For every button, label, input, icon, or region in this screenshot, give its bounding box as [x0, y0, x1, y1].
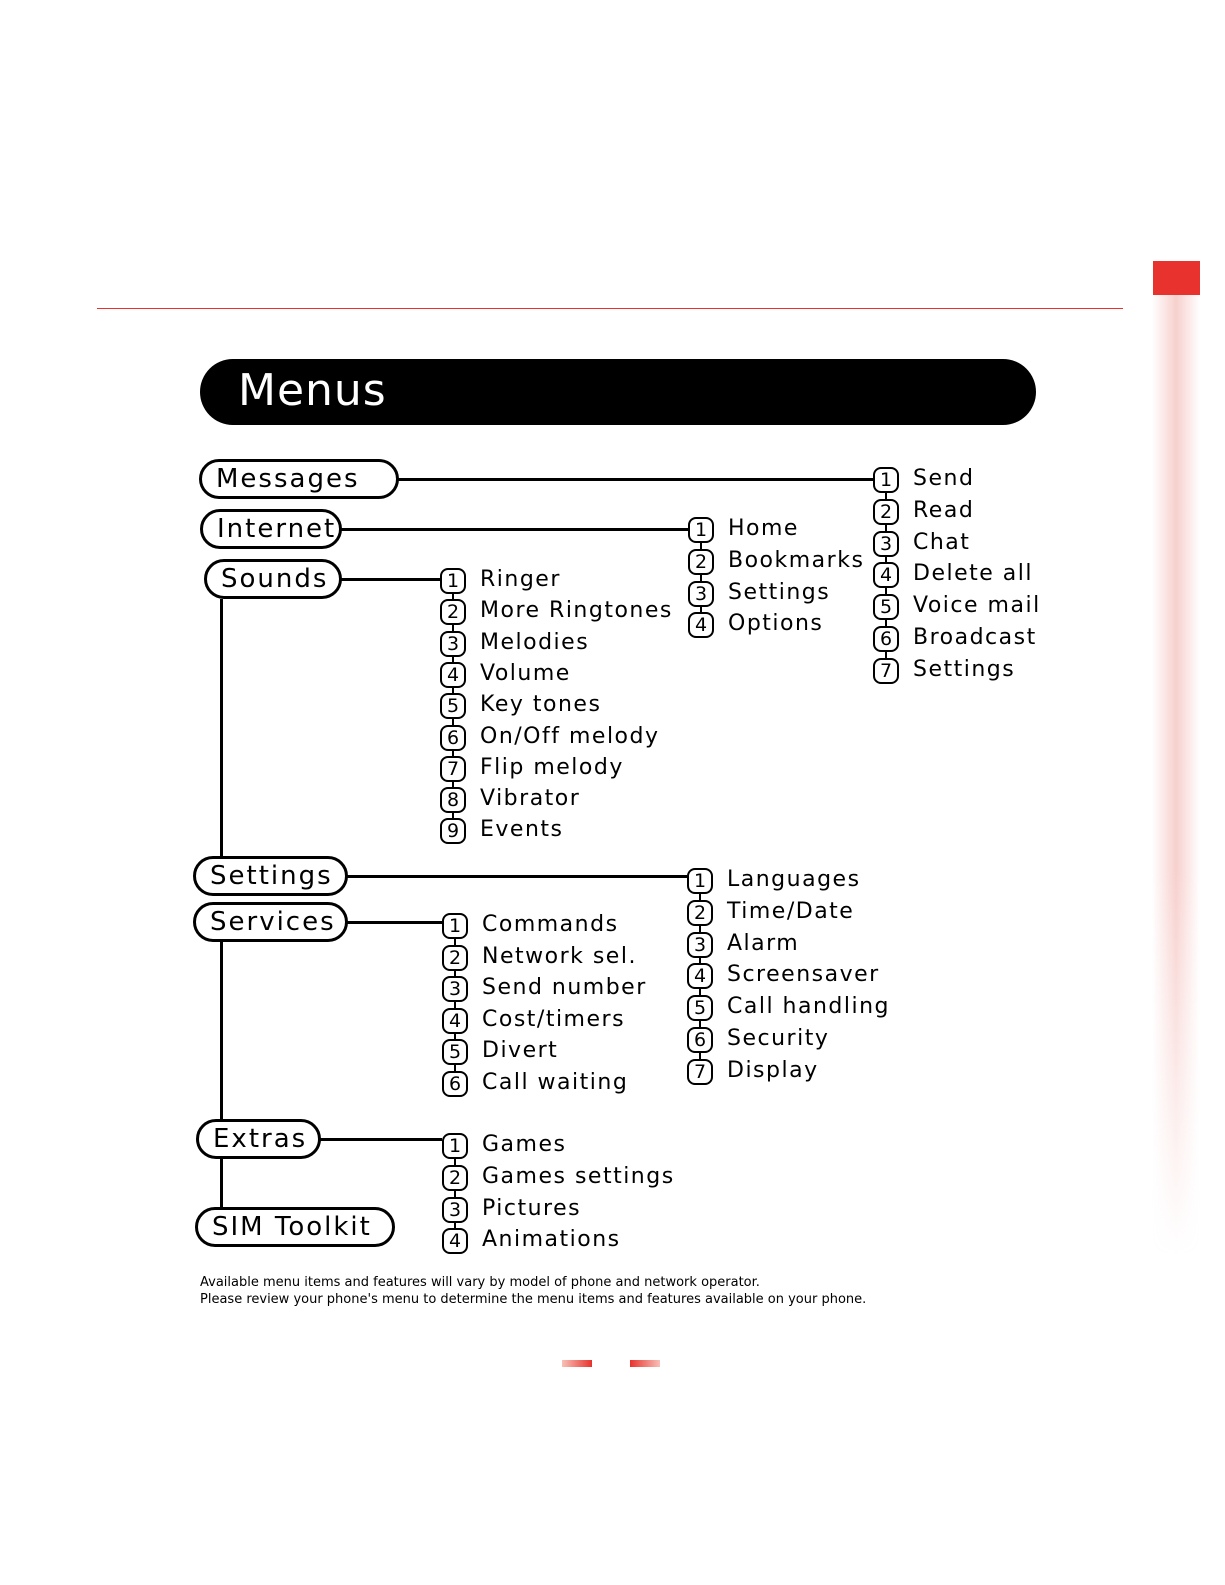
menu-item-settings[interactable]: Settings [913, 656, 1016, 682]
item-number-badge: 6 [442, 1071, 468, 1097]
item-number-badge: 4 [873, 562, 899, 588]
menu-item-on-off-melody[interactable]: On/Off melody [480, 723, 660, 749]
item-number-badge: 4 [442, 1228, 468, 1254]
menu-sounds[interactable]: Sounds [204, 559, 342, 599]
menu-item-games-settings[interactable]: Games settings [482, 1163, 675, 1189]
menu-item-flip-melody[interactable]: Flip melody [480, 754, 624, 780]
menu-item-settings[interactable]: Settings [728, 579, 831, 605]
item-number-badge: 1 [687, 868, 713, 894]
item-number-badge: 2 [442, 1165, 468, 1191]
item-number-badge: 1 [440, 568, 466, 594]
connector-extras [319, 1138, 442, 1141]
item-number-badge: 4 [688, 612, 714, 638]
item-number-badge: 5 [687, 995, 713, 1021]
menu-item-network-sel[interactable]: Network sel. [482, 943, 637, 969]
menu-item-send[interactable]: Send [913, 466, 975, 491]
item-number-badge: 3 [442, 976, 468, 1002]
item-number-badge: 5 [440, 693, 466, 719]
item-number-badge: 4 [442, 1008, 468, 1034]
menu-extras[interactable]: Extras [196, 1119, 321, 1159]
item-number-badge: 6 [440, 725, 466, 751]
item-number-badge: 3 [442, 1197, 468, 1223]
connector-internet [340, 528, 688, 531]
menu-item-games[interactable]: Games [482, 1132, 567, 1157]
menu-item-pictures[interactable]: Pictures [482, 1195, 582, 1221]
menu-item-events[interactable]: Events [480, 817, 564, 843]
menu-item-languages[interactable]: Languages [727, 867, 861, 892]
menu-internet[interactable]: Internet [200, 509, 342, 549]
item-number-badge: 2 [873, 499, 899, 525]
item-number-badge: 5 [442, 1039, 468, 1065]
menu-item-chat[interactable]: Chat [913, 529, 971, 555]
page-marker-right [630, 1360, 660, 1367]
menu-item-send-number[interactable]: Send number [482, 975, 647, 1001]
item-number-badge: 1 [873, 467, 899, 493]
menu-item-vibrator[interactable]: Vibrator [480, 786, 581, 812]
item-number-badge: 3 [440, 631, 466, 657]
item-number-badge: 3 [688, 581, 714, 607]
menu-services[interactable]: Services [193, 902, 348, 942]
menu-item-options[interactable]: Options [728, 611, 824, 637]
menu-messages[interactable]: Messages [199, 459, 399, 499]
menu-item-delete-all[interactable]: Delete all [913, 561, 1033, 587]
menu-item-bookmarks[interactable]: Bookmarks [728, 547, 865, 573]
menu-item-melodies[interactable]: Melodies [480, 629, 590, 655]
item-number-badge: 2 [687, 900, 713, 926]
item-number-badge: 3 [873, 531, 899, 557]
item-number-badge: 2 [440, 599, 466, 625]
page-title: Menus [238, 365, 387, 416]
menu-item-display[interactable]: Display [727, 1057, 819, 1083]
item-number-badge: 6 [687, 1027, 713, 1053]
menu-item-key-tones[interactable]: Key tones [480, 692, 602, 718]
item-number-badge: 2 [442, 945, 468, 971]
menu-item-screensaver[interactable]: Screensaver [727, 962, 880, 988]
menu-item-time-date[interactable]: Time/Date [727, 898, 855, 924]
footnote-line-2: Please review your phone's menu to determine the menu items and features available on your phone. [200, 1292, 867, 1307]
item-number-badge: 4 [440, 662, 466, 688]
trunk-line-lower [220, 1158, 223, 1208]
menu-item-call-waiting[interactable]: Call waiting [482, 1070, 629, 1095]
menu-item-more-ringtones[interactable]: More Ringtones [480, 598, 673, 624]
connector-messages [397, 478, 873, 481]
menu-item-broadcast[interactable]: Broadcast [913, 625, 1037, 650]
list-spine-internet [700, 530, 702, 625]
item-number-badge: 1 [688, 517, 714, 543]
side-tab-marker [1153, 261, 1200, 295]
menu-item-cost-timers[interactable]: Cost/timers [482, 1006, 626, 1032]
page-marker-left [562, 1360, 592, 1367]
menu-item-divert[interactable]: Divert [482, 1038, 559, 1064]
list-spine-extras [454, 1146, 456, 1241]
item-number-badge: 7 [873, 658, 899, 684]
menu-item-voice-mail[interactable]: Voice mail [913, 593, 1041, 619]
connector-services [346, 921, 442, 924]
trunk-line-middle [220, 942, 223, 1122]
item-number-badge: 6 [873, 626, 899, 652]
menu-item-animations[interactable]: Animations [482, 1227, 621, 1253]
header-rule [97, 308, 1123, 309]
trunk-line-upper [220, 599, 223, 859]
menu-item-security[interactable]: Security [727, 1026, 830, 1051]
menu-item-alarm[interactable]: Alarm [727, 930, 800, 956]
connector-settings [346, 875, 687, 878]
menu-item-commands[interactable]: Commands [482, 912, 619, 937]
item-number-badge: 4 [687, 963, 713, 989]
item-number-badge: 1 [442, 1133, 468, 1159]
menu-item-read[interactable]: Read [913, 497, 975, 523]
item-number-badge: 3 [687, 932, 713, 958]
menu-settings[interactable]: Settings [193, 856, 348, 896]
item-number-badge: 5 [873, 594, 899, 620]
item-number-badge: 8 [440, 787, 466, 813]
menu-item-ringer[interactable]: Ringer [480, 567, 561, 592]
menu-item-call-handling[interactable]: Call handling [727, 994, 891, 1020]
side-decoration-strip [1152, 295, 1200, 1255]
item-number-badge: 1 [442, 913, 468, 939]
menu-item-home[interactable]: Home [728, 516, 799, 541]
menu-item-volume[interactable]: Volume [480, 660, 571, 686]
item-number-badge: 9 [440, 818, 466, 844]
footnote-line-1: Available menu items and features will vary by model of phone and network operator. [200, 1275, 760, 1290]
item-number-badge: 2 [688, 549, 714, 575]
connector-sounds [340, 578, 440, 581]
menu-sim-toolkit[interactable]: SIM Toolkit [195, 1207, 395, 1247]
item-number-badge: 7 [440, 756, 466, 782]
item-number-badge: 7 [687, 1059, 713, 1085]
